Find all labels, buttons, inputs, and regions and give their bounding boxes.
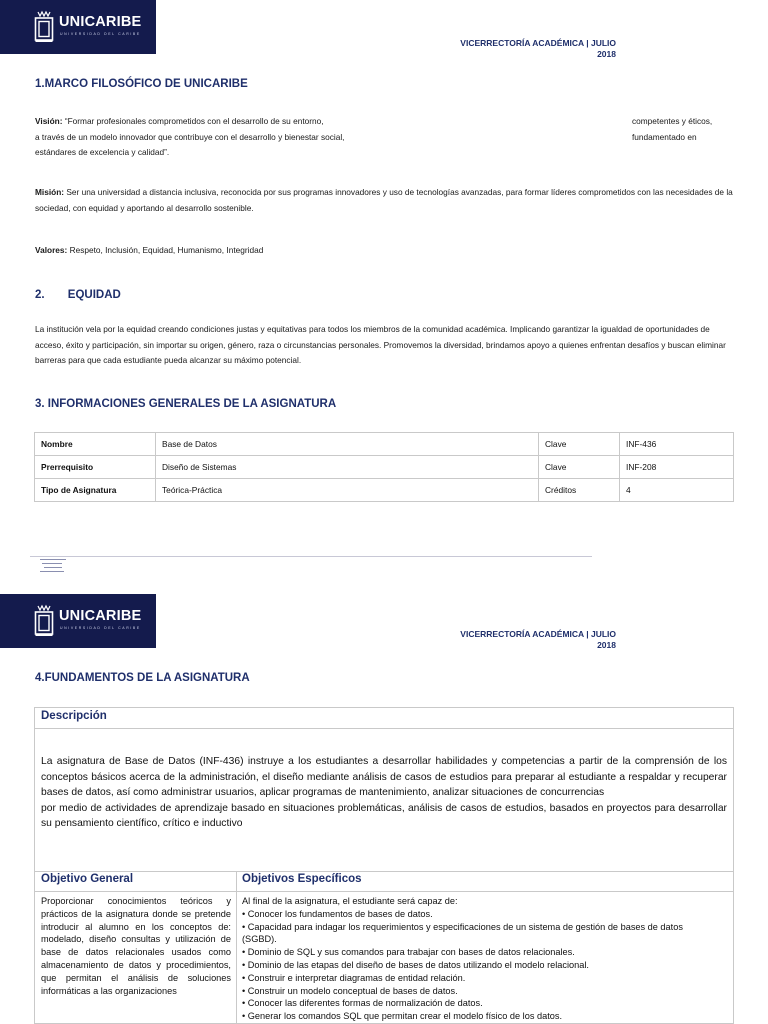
mision-text: Ser una universidad a distancia inclusiva, reconocida por sus programas innovadores y uso de tecnologías avanzadas, para formar líderes comprometidos con las necesidades de la sociedad, con equidad y aportando al desarrollo sostenible.: [35, 187, 733, 213]
list-item: • Conocer las diferentes formas de normalización de datos.: [242, 998, 483, 1009]
table-row: [35, 433, 734, 456]
section-3-title: 3. INFORMACIONES GENERALES DE LA ASIGNATURA: [35, 398, 337, 410]
vision-line-2-right: fundamentado en: [632, 131, 697, 142]
list-intro: Al final de la asignatura, el estudiante será capaz de:: [242, 896, 458, 906]
shield-icon: [34, 604, 54, 638]
descripcion-heading: Descripción: [41, 710, 107, 722]
objetivo-general-text: Proporcionar conocimientos teóricos y prácticos de la asignatura donde se pretende introducir al alumno en los conceptos de: modelado, diseño consultas y utilización de base de datos relacionales usados como almacenamiento de datos y procedimientos, que permitan el análisis de soluciones informáticas a las organizaciones: [41, 896, 231, 996]
list-item: • Construir e interpretar diagramas de entidad relación.: [242, 972, 466, 983]
logo-text: UNICARIBE: [59, 14, 142, 30]
descripcion-text-2: por medio de actividades de aprendizaje basado en situaciones problemáticas, análisis de casos de estudios, basados en proyectos para desarrollar su pensamiento científico, crítico e inductivo: [41, 802, 727, 829]
table-cell-value: Base de Datos: [156, 433, 539, 456]
table-cell-key: Clave: [539, 433, 620, 456]
footer-thumbnail-icon: [40, 558, 68, 576]
table-cell-label: Tipo de Asignatura: [35, 479, 156, 502]
divider: [35, 891, 733, 892]
list-item: • Dominio de SQL y sus comandos para trabajar con bases de datos relacionales.: [242, 947, 575, 958]
page-separator: [30, 556, 592, 557]
table-row: [35, 479, 734, 502]
vision-paragraph: [35, 114, 735, 161]
table-cell-label: Prerrequisito: [35, 456, 156, 479]
table-cell-value: Diseño de Sistemas: [156, 456, 539, 479]
divider: [35, 728, 733, 729]
section-2-title: [35, 289, 121, 301]
table-cell-keyval: 4: [620, 479, 734, 502]
fundamentos-table: [34, 707, 734, 1024]
asignatura-info-table: [34, 432, 734, 502]
section-2-label: EQUIDAD: [67, 289, 121, 301]
shield-icon: [34, 10, 54, 44]
objetivo-general-heading: Objetivo General: [41, 873, 134, 885]
unicaribe-logo: [0, 0, 156, 54]
valores-paragraph: [35, 243, 735, 259]
equidad-text: La institución vela por la equidad creando condiciones justas y equitativas para todos los miembros de la comunidad académica. Implicando garantizar la igualdad de oportunidades de acceso, éxito y participación, sin importar su origen, género, raza o circunstancias personales. Promovemos la diversidad, brindamos apoyo a quienes enfrentan desafíos y buscan eliminar barreras para que cada estudiante pueda alcanzar su máximo potencial.: [35, 324, 726, 365]
logo-subtitle: UNIVERSIDAD DEL CARIBE: [60, 626, 141, 630]
list-item: • Construir un modelo conceptual de bases de datos.: [242, 985, 458, 996]
table-row: [35, 456, 734, 479]
descripcion-text: [41, 754, 727, 832]
unicaribe-logo: [0, 594, 156, 648]
objetivos-especificos-heading: Objetivos Específicos: [242, 873, 362, 885]
mision-label: Misión:: [35, 187, 65, 197]
vision-line-2: a través de un modelo innovador que contribuye con el desarrollo y bienestar social,: [35, 131, 345, 142]
objetivos-especificos-list: [242, 895, 692, 1023]
table-cell-keyval: INF-208: [620, 456, 734, 479]
descripcion-text-1: La asignatura de Base de Datos (INF-436) instruye a los estudiantes a desarrollar habilidades y competencias a partir de la comprensión de los conceptos básicos acerca de la administración, el diseño mediante análisis de casos de estudios para preparar al estudiante a respaldar y recuperar bases de datos, así como administrar usuarios, aplicar programas de mantenimiento, analizar situaciones de concurrencias: [41, 756, 727, 798]
table-cell-value: Teórica-Práctica: [156, 479, 539, 502]
page-header-dept: [460, 38, 616, 60]
table-cell-key: Clave: [539, 456, 620, 479]
logo-subtitle: UNIVERSIDAD DEL CARIBE: [60, 32, 141, 36]
dept-label: VICERRECTORÍA ACADÉMICA | JULIO: [460, 629, 616, 639]
year-label: 2018: [597, 640, 616, 650]
logo-text: UNICARIBE: [59, 608, 142, 624]
list-item: • Generar los comandos SQL que permitan crear el modelo físico de los datos.: [242, 1011, 563, 1022]
table-cell-key: Créditos: [539, 479, 620, 502]
section-2-number: 2.: [35, 289, 45, 301]
year-label: 2018: [597, 49, 616, 59]
vision-line-1: “Formar profesionales comprometidos con el desarrollo de su entorno,: [64, 116, 324, 126]
vision-line-3: estándares de excelencia y calidad”.: [35, 147, 170, 157]
valores-label: Valores:: [35, 245, 68, 255]
table-cell-keyval: INF-436: [620, 433, 734, 456]
list-item: • Dominio de las etapas del diseño de bases de datos utilizando el modelo relacional.: [242, 959, 589, 970]
section-4-title: 4.FUNDAMENTOS DE LA ASIGNATURA: [35, 672, 250, 684]
section-1-title: 1.MARCO FILOSÓFICO DE UNICARIBE: [35, 78, 248, 90]
dept-label: VICERRECTORÍA ACADÉMICA | JULIO: [460, 38, 616, 48]
vision-label: Visión:: [35, 116, 63, 126]
divider: [236, 871, 237, 1023]
valores-text: Respeto, Inclusión, Equidad, Humanismo, Integridad: [69, 245, 264, 255]
table-cell-label: Nombre: [35, 433, 156, 456]
divider: [35, 871, 733, 872]
list-item: • Conocer los fundamentos de bases de datos.: [242, 908, 433, 919]
vision-line-1-right: competentes y éticos,: [632, 116, 713, 126]
list-item: • Capacidad para indagar los requerimientos y especificaciones de un sistema de gestión de bases de datos (SGBD).: [242, 921, 683, 945]
page-header-dept: [460, 629, 616, 651]
mision-paragraph: [35, 185, 735, 216]
